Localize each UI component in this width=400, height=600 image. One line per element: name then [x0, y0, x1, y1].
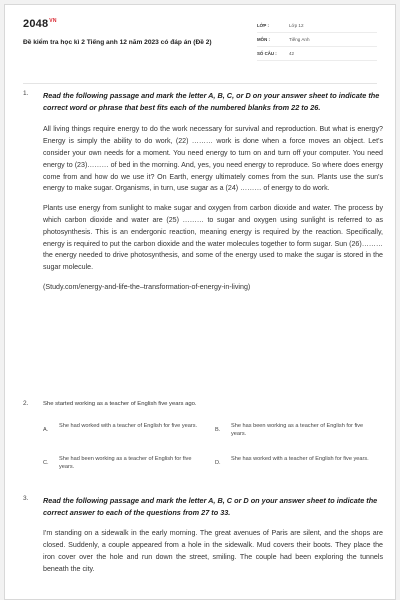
question-3 [23, 495, 383, 576]
option-text: She had been working as a teacher of English for five years. [59, 456, 192, 471]
passage-paragraph: I'm standing on a sidewalk in the early morning. The great avenues of Paris are silent, and the shops are closed. Suddenly, a couple appeared from a hole in the sidewalk. Mud covers their boots. They place the iron cover over the hole and run down the street, smiling. The couple had been exploring the tunnels beneath the city. [43, 529, 383, 573]
question-1 [23, 90, 383, 294]
exam-meta [257, 19, 377, 61]
option-text: She has worked with a teacher of English for five years. [231, 456, 369, 462]
option-d[interactable] [215, 455, 375, 466]
meta-row-subject [257, 33, 377, 47]
option-letter: A. [43, 427, 49, 433]
option-b[interactable] [215, 422, 375, 439]
question-2 [23, 400, 383, 490]
question-instruction: Read the following passage and mark the letter A, B, C or D on your answer sheet to indicate the correct answer to each of the questions from 27 to 33. [43, 496, 378, 518]
option-c[interactable] [43, 455, 203, 472]
meta-value: Lớp 12 [289, 23, 304, 28]
question-instruction: Read the following passage and mark the letter A, B, C, or D on your answer sheet to indicate the correct word or phrase that best fits each of the numbered blanks from 22 to 26. [43, 91, 380, 113]
meta-value: 42 [289, 51, 295, 56]
document-page [4, 4, 396, 600]
option-letter: B. [215, 427, 221, 433]
passage-paragraph: All living things require energy to do the work necessary for survival and reproduction. But what is energy? Energy is simply the ability to do work, (22) ……… work is done when a force moves an object. Let's consider your own needs for a moment. You need energy to turn on and turn off your computer. You need energy to (23)……… of bed in the morning. And, yes, you need energy to reproduce. So where does energy come from and how do we use it? On Earth, energy ultimately comes from the sun. Plants use the sun's energy to make sugar. Organisms, in turn, use sugar as a (24) ……… of energy to do work. [43, 125, 383, 193]
meta-key: LỚP : [257, 23, 269, 28]
site-logo[interactable]: $2048^{VN}$ [23, 18, 57, 30]
header-divider [23, 83, 377, 84]
meta-key: SỐ CÂU : [257, 51, 277, 56]
option-text: She had worked with a teacher of English for five years. [59, 423, 198, 429]
question-number: 1. [23, 90, 29, 97]
meta-key: MÔN : [257, 37, 270, 42]
option-letter: C. [43, 460, 49, 466]
question-text: She started working as a teacher of English five years ago. [43, 401, 197, 407]
meta-row-count [257, 47, 377, 61]
passage-source: (Study.com/energy-and-life-the–transformation-of-energy-in-living) [43, 282, 251, 291]
document-title: Đề kiểm tra học kì 2 Tiếng anh 12 năm 2023 có đáp án (Đề 2) [23, 39, 212, 46]
question-number: 2. [23, 400, 29, 407]
meta-row-class [257, 19, 377, 33]
question-number: 3. [23, 495, 29, 502]
passage-paragraph: Plants use energy from sunlight to make sugar and oxygen from carbon dioxide and water. The process by which carbon dioxide and water are (25) ……… to sugar and oxygen using sunlight is referred to as photosynthesis. This is an endergonic reaction, meaning energy is required by the reaction. Specifically, energy is required to put the carbon dioxide and the water molecules together to form sugar. Sun (26)………the energy needed to drive photosynthesis, and some of the energy used to make the sugar is stored in the sugar molecule. [43, 204, 383, 272]
page-header [5, 5, 395, 75]
option-letter: D. [215, 460, 221, 466]
option-text: She has been working as a teacher of English for five years. [231, 423, 364, 438]
option-a[interactable] [43, 422, 203, 433]
meta-value: Tiếng Anh [289, 37, 310, 42]
